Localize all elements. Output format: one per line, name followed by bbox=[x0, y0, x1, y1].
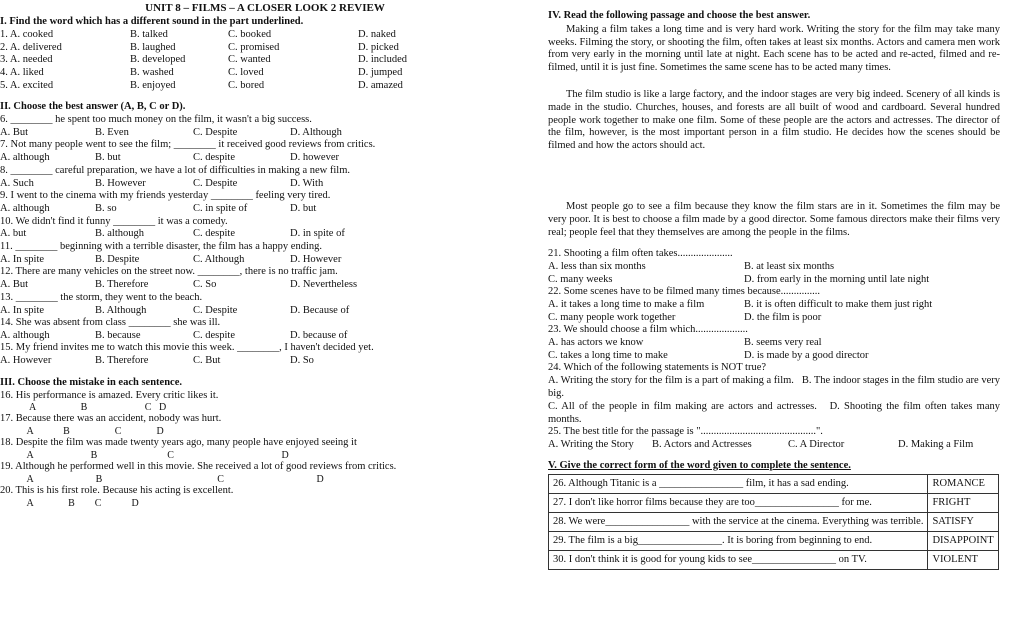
option: C. So bbox=[193, 279, 217, 291]
options bbox=[548, 350, 1000, 363]
sentence: 17. Because there was an accident, nobody was hurt. bbox=[0, 413, 222, 425]
option: B. although bbox=[95, 228, 144, 240]
options bbox=[548, 274, 1000, 287]
word-cell: DISAPPOINT bbox=[928, 532, 998, 551]
part1-row bbox=[0, 54, 500, 67]
option: B. Although bbox=[95, 304, 147, 316]
options bbox=[0, 305, 500, 318]
option: D. Nevertheless bbox=[290, 279, 358, 291]
option: C. despite bbox=[193, 329, 235, 341]
question: 24. Which of the following statements is NOT true? bbox=[548, 362, 767, 374]
option: B. Despite bbox=[95, 253, 140, 265]
option: A. less than six months bbox=[548, 261, 646, 273]
part4-questions bbox=[548, 248, 1000, 451]
part3-heading: III. Choose the mistake in each sentence. bbox=[0, 376, 182, 388]
options bbox=[0, 203, 500, 216]
page-title: UNIT 8 – FILMS – A CLOSER LOOK 2 REVIEW bbox=[145, 2, 385, 14]
option: A. Such bbox=[0, 177, 34, 189]
option-letters: A B C D bbox=[12, 402, 167, 414]
question: 8. ________ careful preparation, we have a lot of difficulties in making a new film. bbox=[0, 164, 350, 176]
option: B. so bbox=[95, 202, 117, 214]
option: 1. A. cooked bbox=[0, 29, 54, 41]
question: 13. ________ the storm, they went to the beach. bbox=[0, 291, 203, 303]
option: B. Actors and Actresses bbox=[652, 439, 752, 451]
question: 23. We should choose a film which.................... bbox=[548, 324, 748, 336]
option: 3. A. needed bbox=[0, 54, 53, 66]
options bbox=[548, 261, 1000, 274]
word-cell: VIOLENT bbox=[928, 551, 998, 570]
option: C. booked bbox=[228, 29, 272, 41]
question: 14. She was absent from class ________ she was ill. bbox=[0, 317, 221, 329]
word-cell: SATISFY bbox=[928, 513, 998, 532]
sentence-cell: 27. I don't like horror films because they are too________________ for me. bbox=[549, 494, 928, 513]
part2-list bbox=[0, 114, 500, 368]
question: 25. The best title for the passage is "............................................". bbox=[548, 426, 823, 438]
sentence-cell: 28. We were________________ with the service at the cinema. Everything was terrible. bbox=[549, 513, 928, 532]
option: A. However bbox=[0, 355, 52, 367]
passage-paragraph: Making a film takes a long time and is very hard work. Writing the story for the film may take many weeks. Filming the story, or shooting the film, often takes at least six months. Actors and camera men work from very early in the morning until late at night. Each scene has to be acted and re-acted, filmed and re-filmed, until it is just fine. Sometimes the same scene has to be acted many times. bbox=[548, 23, 1000, 74]
option: A. In spite bbox=[0, 304, 45, 316]
question: 21. Shooting a film often takes..................... bbox=[548, 248, 733, 260]
option: A. Writing the Story bbox=[548, 439, 634, 451]
option: D. amazed bbox=[358, 79, 403, 91]
option: B. The indoor stages in the film studio are very big. bbox=[548, 375, 1000, 399]
question: 11. ________ beginning with a terrible disaster, the film has a happy ending. bbox=[0, 240, 322, 252]
option: C. in spite of bbox=[193, 202, 248, 214]
options bbox=[548, 375, 1000, 401]
option: A. Writing the story for the film is a part of making a film. bbox=[548, 375, 794, 387]
sentence-cell: 29. The film is a big________________. It is boring from beginning to end. bbox=[549, 532, 928, 551]
option: A. In spite bbox=[0, 253, 45, 265]
option: D. naked bbox=[358, 29, 396, 41]
part5-heading-text: V. Give the correct form of the word given to complete the sentence. bbox=[548, 459, 851, 471]
options bbox=[0, 127, 500, 140]
option: D. Although bbox=[290, 126, 342, 138]
option: D. from early in the morning until late night bbox=[744, 273, 930, 285]
option: D. Making a Film bbox=[898, 439, 974, 451]
option: 4. A. liked bbox=[0, 66, 44, 78]
part1-row bbox=[0, 80, 500, 93]
option: C. takes a long time to make bbox=[548, 349, 668, 361]
option: D. is made by a good director bbox=[744, 349, 869, 361]
part2-heading: II. Choose the best answer (A, B, C or D). bbox=[0, 101, 186, 113]
option: C. despite bbox=[193, 228, 235, 240]
option: A. But bbox=[0, 126, 29, 138]
part1-row bbox=[0, 29, 500, 42]
passage-paragraph: The film studio is like a large factory, and the indoor stages are very big indeed. Scenery of all kinds is made in the studio. Churches, houses, and forests are all built of wood and cardboard. Several hundred people work together to make one film. Some of these people are the actors and actresses. The director of the film, however, is the most important person in a film studio. He decides how the scenes should be filmed and how the actors should act. bbox=[548, 88, 1000, 152]
option: D. because of bbox=[290, 329, 348, 341]
spacer bbox=[548, 75, 1000, 88]
option: C. Despite bbox=[193, 177, 238, 189]
table-row bbox=[549, 551, 999, 570]
sentence: 20. This is his first role. Because his acting is excellent. bbox=[0, 484, 234, 496]
option: A. but bbox=[0, 228, 27, 240]
option: D. Shooting the film often takes many months. bbox=[548, 400, 1000, 425]
part3-list bbox=[0, 390, 500, 509]
option: 2. A. delivered bbox=[0, 41, 62, 53]
part5-heading bbox=[548, 460, 1000, 473]
option: B. it is often difficult to make them just right bbox=[744, 299, 933, 311]
option: 5. A. excited bbox=[0, 79, 54, 91]
question: 22. Some scenes have to be filmed many times because............... bbox=[548, 286, 821, 298]
option: B. because bbox=[95, 329, 141, 341]
word-form-table bbox=[548, 474, 999, 570]
option: D. in spite of bbox=[290, 228, 345, 240]
options bbox=[548, 439, 1000, 452]
option: B. but bbox=[95, 152, 121, 164]
options bbox=[0, 254, 500, 267]
options bbox=[0, 178, 500, 191]
question: 9. I went to the cinema with my friends yesterday ________ feeling very tired. bbox=[0, 190, 331, 202]
table-row bbox=[549, 475, 999, 494]
option: B. Even bbox=[95, 126, 129, 138]
option-letters: A B C D bbox=[12, 473, 324, 485]
option: B. at least six months bbox=[744, 261, 835, 273]
option: C. All of the people in film making are actors and actresses. bbox=[548, 400, 817, 412]
option: C. Although bbox=[193, 253, 245, 265]
table-row bbox=[549, 513, 999, 532]
passage-paragraph: Most people go to see a film because they know the film stars are in it. Sometimes the film may be very poor. It is best to choose a film made by a good director. Some famous directors make their films very real; people feel that they themselves are among the people in the films. bbox=[548, 200, 1000, 238]
option: D. included bbox=[358, 54, 407, 66]
option: B. Therefore bbox=[95, 355, 149, 367]
option: C. wanted bbox=[228, 54, 271, 66]
question: 12. There are many vehicles on the street now. ________, there is no traffic jam. bbox=[0, 266, 338, 278]
option: A. has actors we know bbox=[548, 337, 644, 349]
option: C. many people work together bbox=[548, 311, 676, 323]
option: B. talked bbox=[130, 29, 168, 41]
option: D. picked bbox=[358, 41, 399, 53]
option: D. however bbox=[290, 152, 339, 164]
option: C. Despite bbox=[193, 126, 238, 138]
table-row bbox=[549, 494, 999, 513]
option: C. promised bbox=[228, 41, 280, 53]
option: C. loved bbox=[228, 66, 264, 78]
options bbox=[0, 152, 500, 165]
sentence: 16. His performance is amazed. Every critic likes it. bbox=[0, 389, 219, 401]
option: A. But bbox=[0, 279, 29, 291]
sentence-cell: 26. Although Titanic is a ________________ film, it has a sad ending. bbox=[549, 475, 928, 494]
options bbox=[0, 279, 500, 292]
options bbox=[0, 228, 500, 241]
option: D. jumped bbox=[358, 66, 403, 78]
option: A. although bbox=[0, 202, 50, 214]
option: D. So bbox=[290, 355, 314, 367]
options bbox=[548, 299, 1000, 312]
options bbox=[548, 401, 1000, 427]
question: 6. ________ he spent too much money on the film, it wasn't a big success. bbox=[0, 113, 312, 125]
sentence: 19. Although he performed well in this movie. She received a lot of good reviews from critics. bbox=[0, 461, 397, 473]
option: B. developed bbox=[130, 54, 186, 66]
options bbox=[0, 355, 500, 368]
options bbox=[548, 312, 1000, 325]
option: D. but bbox=[290, 202, 317, 214]
option: C. But bbox=[193, 355, 221, 367]
sentence: 18. Despite the film was made twenty years ago, many people have enjoyed seeing it bbox=[0, 437, 357, 449]
word-cell: FRIGHT bbox=[928, 494, 998, 513]
option: A. although bbox=[0, 152, 50, 164]
part1-row bbox=[0, 42, 500, 55]
sentence-cell: 30. I don't think it is good for young kids to see________________ on TV. bbox=[549, 551, 928, 570]
part1-list bbox=[0, 29, 500, 92]
spacer bbox=[548, 153, 1000, 200]
part4-heading: IV. Read the following passage and choose the best answer. bbox=[548, 10, 811, 21]
option: D. Because of bbox=[290, 304, 350, 316]
left-column bbox=[0, 0, 500, 630]
option: B. Therefore bbox=[95, 279, 149, 291]
option: A. it takes a long time to make a film bbox=[548, 299, 705, 311]
option: B. seems very real bbox=[744, 337, 822, 349]
question: 10. We didn't find it funny ________ it was a comedy. bbox=[0, 215, 228, 227]
options bbox=[0, 330, 500, 343]
table-row bbox=[549, 532, 999, 551]
option: D. However bbox=[290, 253, 342, 265]
option: B. washed bbox=[130, 66, 174, 78]
question: 15. My friend invites me to watch this movie this week. ________, I haven't decided yet. bbox=[0, 342, 374, 354]
option: C. many weeks bbox=[548, 273, 613, 285]
option-letters: A B C D bbox=[12, 426, 164, 438]
option: B. laughed bbox=[130, 41, 176, 53]
option: D. the film is poor bbox=[744, 311, 822, 323]
word-cell: ROMANCE bbox=[928, 475, 998, 494]
options bbox=[548, 337, 1000, 350]
question: 7. Not many people went to see the film; ________ it received good reviews from critics. bbox=[0, 139, 376, 151]
option: C. despite bbox=[193, 152, 235, 164]
option-letters: A B C D bbox=[12, 497, 139, 509]
option: C. A Director bbox=[788, 439, 845, 451]
option: C. Despite bbox=[193, 304, 238, 316]
right-column bbox=[548, 0, 1000, 630]
option: B. However bbox=[95, 177, 146, 189]
option: A. although bbox=[0, 329, 50, 341]
part1-heading: I. Find the word which has a different sound in the part underlined. bbox=[0, 16, 304, 28]
option: B. enjoyed bbox=[130, 79, 176, 91]
part1-row bbox=[0, 67, 500, 80]
spacer bbox=[548, 239, 1000, 248]
option-letters: A B C D bbox=[12, 450, 289, 462]
option: C. bored bbox=[228, 79, 265, 91]
option: D. With bbox=[290, 177, 324, 189]
